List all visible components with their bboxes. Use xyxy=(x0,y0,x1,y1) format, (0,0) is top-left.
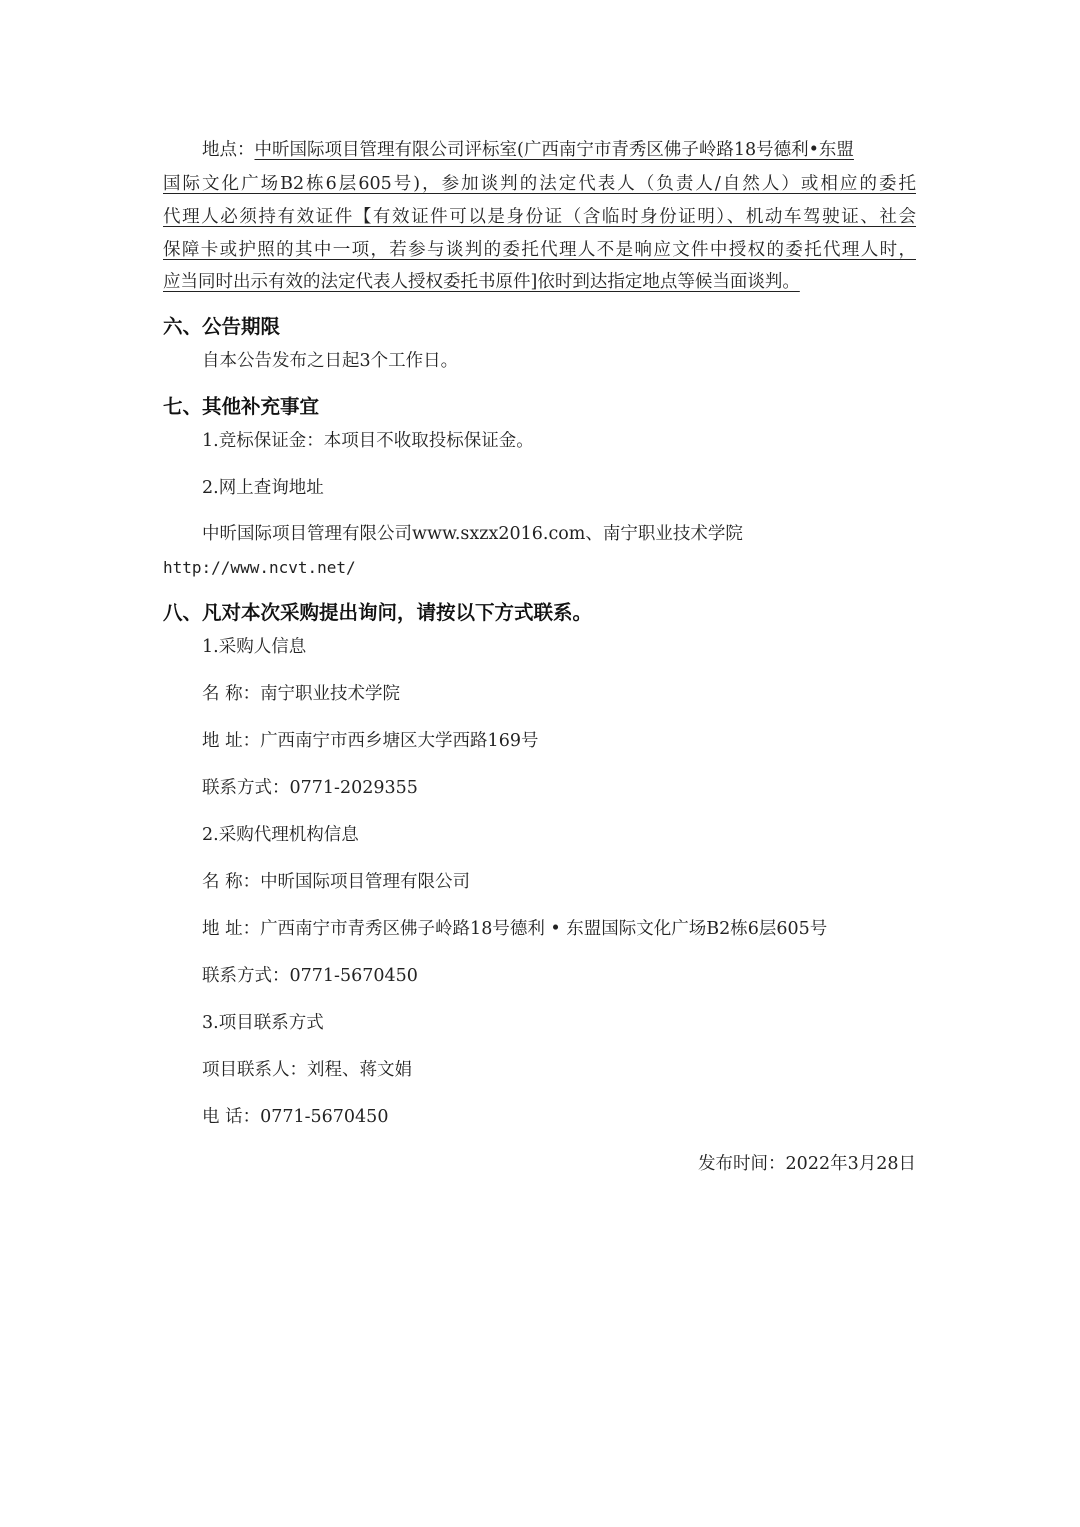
section-6-heading: 六、公告期限 xyxy=(163,315,281,338)
location-label: 地点： xyxy=(202,140,255,160)
location-line-3: 代理人必须持有效证件【有效证件可以是身份证（含临时身份证明）、机动车驾驶证、社会 xyxy=(163,207,916,227)
section-6-text: 自本公告发布之日起3个工作日。 xyxy=(202,351,459,371)
section-7-links-line: 中昕国际项目管理有限公司www.sxzx2016.com、南宁职业技术学院 xyxy=(202,524,743,544)
publish-date: 发布时间：2022年3月28日 xyxy=(698,1154,916,1174)
purchaser-contact: 联系方式：0771-2029355 xyxy=(202,778,418,798)
location-text-1: 中昕国际项目管理有限公司评标室(广西南宁市青秀区佛子岭路18号德利•东盟 xyxy=(254,140,854,160)
section-7-url-line: http://www.ncvt.net/ xyxy=(163,558,356,577)
agency-address: 地 址：广西南宁市青秀区佛子岭路18号德利 • 东盟国际文化广场B2栋6层605号 xyxy=(202,919,828,939)
agency-name: 名 称：中昕国际项目管理有限公司 xyxy=(202,872,471,892)
purchaser-address: 地 址：广西南宁市西乡塘区大学西路169号 xyxy=(202,731,539,751)
location-line-5: 应当同时出示有效的法定代表人授权委托书原件]依时到达指定地点等候当面谈判。 xyxy=(163,272,800,292)
section-7-item-2: 2.网上查询地址 xyxy=(202,478,324,498)
location-line-2: 国际文化广场B2栋6层605号)，参加谈判的法定代表人（负责人/自然人）或相应的委托 xyxy=(163,174,916,194)
purchaser-info-title: 1.采购人信息 xyxy=(202,637,307,657)
location-line-1 xyxy=(202,139,854,161)
section-7-item-1: 1.竞标保证金：本项目不收取投标保证金。 xyxy=(202,431,534,451)
section-8-heading: 八、凡对本次采购提出询问，请按以下方式联系。 xyxy=(163,601,593,624)
agency-info-title: 2.采购代理机构信息 xyxy=(202,825,359,845)
purchaser-name: 名 称：南宁职业技术学院 xyxy=(202,684,401,704)
project-phone: 电 话：0771-5670450 xyxy=(202,1107,389,1127)
agency-contact: 联系方式：0771-5670450 xyxy=(202,966,418,986)
project-contacts: 项目联系人：刘程、蒋文娟 xyxy=(202,1060,412,1080)
project-contact-title: 3.项目联系方式 xyxy=(202,1013,324,1033)
section-7-heading: 七、其他补充事宜 xyxy=(163,395,320,418)
location-line-4: 保障卡或护照的其中一项，若参与谈判的委托代理人不是响应文件中授权的委托代理人时， xyxy=(163,240,916,260)
